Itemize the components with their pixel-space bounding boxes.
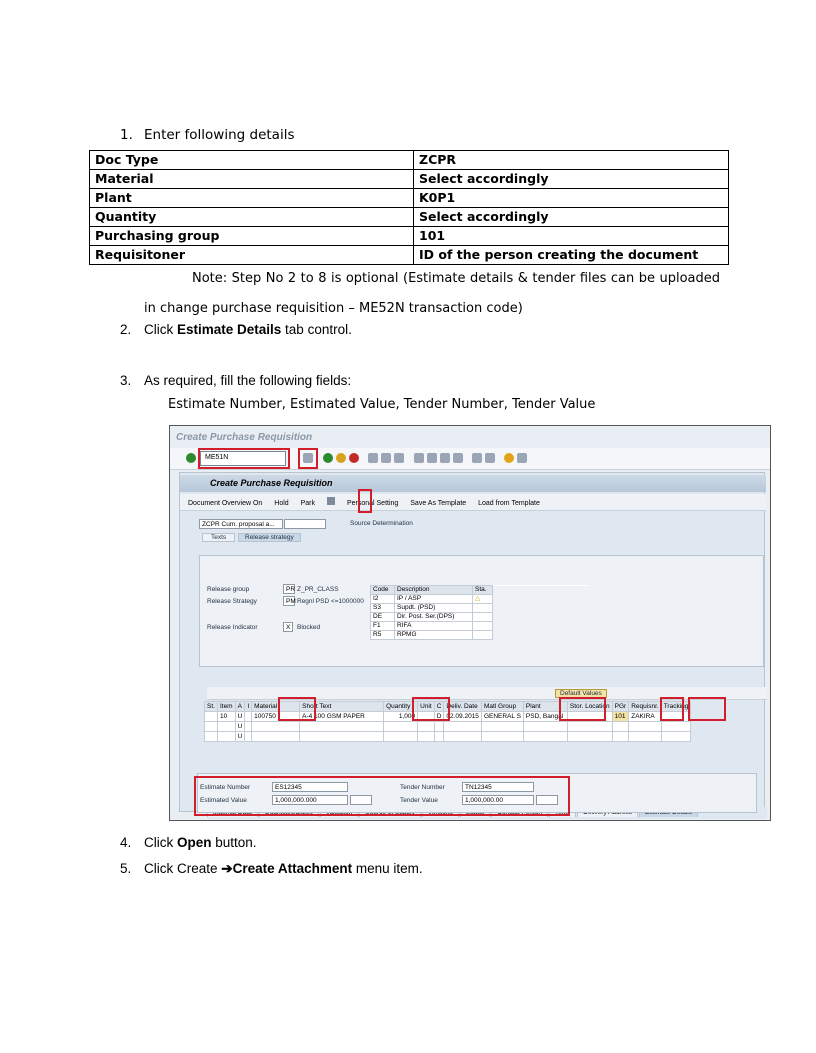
step-text: Click Create [144,861,222,876]
help-icon[interactable] [504,453,514,463]
command-field[interactable]: ME51N [200,451,286,466]
detail-value: K0P1 [414,189,729,208]
next-page-icon[interactable] [440,453,450,463]
standard-toolbar [170,448,770,470]
table-header-row [371,586,589,595]
detail-key: Quantity [90,208,414,227]
save-as-template-button[interactable]: Save As Template [410,500,467,507]
sap-screenshot [169,425,771,821]
step-number: 1. [120,127,133,143]
detail-key: Purchasing group [90,227,414,246]
last-page-icon[interactable] [453,453,463,463]
step-text: menu item. [352,861,423,876]
highlight-tcode [198,448,290,469]
new-session-icon[interactable] [472,453,482,463]
table-row [90,151,729,170]
source-determination-checkbox[interactable]: Source Determination [350,520,413,527]
tender-value-label: Tender Value [400,797,438,804]
doc-type-select[interactable]: ZCPR Cum. proposal a... [199,519,283,529]
detail-value: 101 [414,227,729,246]
step-text: Click [144,835,177,850]
detail-value: Select accordingly [414,208,729,227]
release-indicator-label: Release Indicator [207,624,258,631]
highlight-material [278,697,316,721]
main-area [179,472,765,812]
table-row[interactable]: R5 RPMG [371,631,589,640]
step-number: 2. [120,322,132,337]
highlight-quantity [412,697,450,721]
step-3-fields: Estimate Number, Estimated Value, Tender Number, Tender Value [168,397,596,412]
table-row[interactable]: DE Dir. Post. Ser.(DPS) [371,613,589,622]
release-strategy-label: Release Strategy [207,598,257,605]
release-indicator-value: Blocked [297,624,321,631]
table-row [90,170,729,189]
table-header-row: St. Item A I Material Short Text Quantity Unit C Deliv. Date Matl Group Plant Stor. Location PGr Requisnr. Tracking [205,702,691,712]
step-text: Enter following details [144,127,295,143]
highlight-pgr [660,697,684,721]
default-values-button[interactable]: Default Values [555,689,607,698]
highlight-plant [559,697,606,721]
application-toolbar [180,494,766,511]
step-number: 4. [120,835,132,850]
column-header: Sta. [473,586,493,595]
table-row[interactable]: U [205,732,691,742]
table-row [90,189,729,208]
highlight-estimate-fields [194,776,570,816]
first-page-icon[interactable] [414,453,424,463]
exit-icon[interactable] [336,453,346,463]
detail-value: Select accordingly [414,170,729,189]
detail-value: ZCPR [414,151,729,170]
table-row[interactable]: S3 Supdt. (PSD) [371,604,589,613]
estimate-number-label: Estimate Number [200,784,251,791]
step-text: As required, fill the following fields: [144,373,352,388]
column-header: Code [371,586,395,595]
step-1 [120,127,294,143]
document-overview-button[interactable]: Document Overview On [188,500,263,507]
tab-release-strategy[interactable]: Release strategy [238,533,301,542]
detail-key: Plant [90,189,414,208]
table-row [90,208,729,227]
table-row[interactable]: 10 U 100750 A-4 100 GSM PAPER 1,000 D 02.09.2015 GENERAL S PSD, Bangal 101 ZAKIRA [205,712,691,722]
tender-number-label: Tender Number [400,784,445,791]
step-number: 5. [120,861,132,876]
table-row[interactable]: U [205,722,691,732]
arrow-icon: ➔ [221,861,233,876]
note [144,264,720,324]
step-2 [120,322,352,337]
prev-page-icon[interactable] [427,453,437,463]
load-from-template-button[interactable]: Load from Template [478,500,540,507]
detail-key: Doc Type [90,151,414,170]
release-strategy-code: PM [283,596,295,606]
highlight-save [298,448,318,469]
tender-value-field[interactable]: 1,000,000.00 [462,795,534,805]
enter-icon[interactable] [186,453,196,463]
find-icon[interactable] [381,453,391,463]
detail-value: ID of the person creating the document [414,246,729,265]
step-text: button. [211,835,257,850]
doc-number-field[interactable] [284,519,326,529]
step-bold-text: Create Attachment [232,861,353,876]
step-number: 3. [120,373,132,388]
step-3 [120,373,351,388]
tender-number-field[interactable]: TN12345 [462,782,534,792]
services-for-object-icon[interactable] [327,497,335,505]
window-title: Create Purchase Requisition [176,432,313,443]
screen-title: Create Purchase Requisition [180,475,766,492]
detail-key: Requisitoner [90,246,414,265]
personal-setting-button[interactable]: Personal Setting [346,500,399,507]
table-row[interactable]: I2 IP / ASP △ [371,595,589,604]
shortcut-icon[interactable] [485,453,495,463]
release-codes-table [370,585,589,640]
step-bold-text: Open [177,835,212,850]
column-header: Description [395,586,473,595]
release-strategy-value: Regnl PSD <=1000000 [297,598,364,605]
hold-button[interactable]: Hold [274,500,289,507]
details-table [89,150,729,265]
table-row[interactable]: F1 RIFA [371,622,589,631]
release-indicator-code: X [283,622,293,632]
detail-key: Material [90,170,414,189]
step-text: tab control. [281,322,352,337]
step-5 [120,861,423,877]
table-row [90,227,729,246]
estimated-value-field[interactable]: 1,000,000.000 [272,795,348,805]
layout-icon[interactable] [517,453,527,463]
table-row [90,246,729,265]
release-group-value: Z_PR_CLASS [297,586,339,593]
step-text: Click [144,322,177,337]
park-button[interactable]: Park [300,500,316,507]
release-group-label: Release group [207,586,250,593]
highlight-services-for-object [358,489,372,513]
release-group-code: PR [283,584,295,594]
find-next-icon[interactable] [394,453,404,463]
highlight-requisitioner [688,697,726,721]
estimated-value-label: Estimated Value [200,797,247,804]
step-4 [120,835,257,850]
back-icon[interactable] [323,453,333,463]
estimate-number-field[interactable]: ES12345 [272,782,348,792]
cancel-icon[interactable] [349,453,359,463]
print-icon[interactable] [368,453,378,463]
tab-texts[interactable]: Texts [202,533,235,542]
step-bold-text: Estimate Details [177,322,282,337]
note-text: Note: Step No 2 to 8 is optional (Estimate details & tender files can be uploaded in change purchase requisition – ME52N transaction code) [144,271,720,316]
